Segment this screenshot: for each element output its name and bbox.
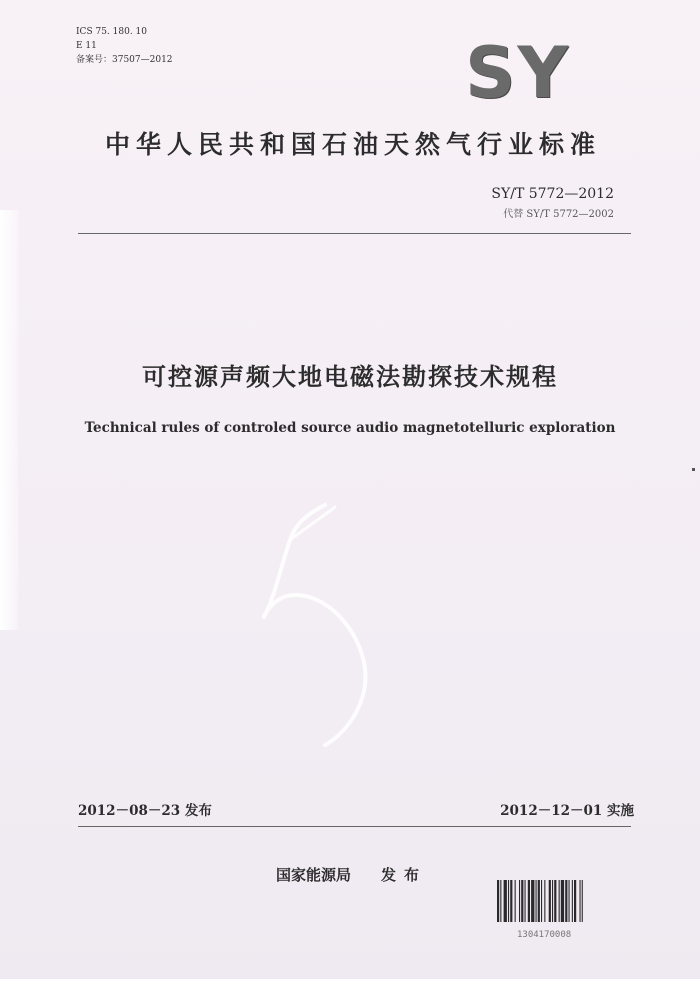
issuing-authority [276,864,427,885]
barcode-bar [549,880,551,922]
implementation-date: 2012－12－01 实施 [500,803,634,819]
classification-block [76,25,173,67]
sy-logo: SY [465,32,571,114]
barcode-bar [504,880,507,922]
barcode-bar [531,880,534,922]
document-title-en: Technical rules of controled source audio magnetotelluric exploration [84,420,616,436]
barcode-bar [510,880,512,922]
barcode-bar [554,880,556,922]
barcode [497,880,621,930]
ics-code: ICS 75. 180. 10 [76,27,147,37]
scan-speck [692,468,695,471]
barcode-bar [580,880,581,922]
barcode-bar [500,880,501,922]
barcode-bar [521,880,523,922]
barcode-bar [515,880,516,922]
barcode-bar [565,880,567,922]
standard-code: SY/T 5772—2012 [491,186,614,202]
class-code: E 11 [76,41,97,51]
barcode-number: 1304170008 [517,930,572,940]
barcode-bar [519,880,520,922]
barcode-bar [582,880,583,922]
issue-date: 2012－08－23 发布 [78,803,212,819]
handwritten-mark [235,495,395,755]
barcode-bar [536,880,537,922]
issue-verb: 发布 [381,866,428,884]
barcode-bar [559,880,560,922]
replaced-standard: 代替 SY/T 5772—2002 [503,209,614,220]
standard-code-block [491,186,614,220]
barcode-bar [569,880,570,922]
header-divider [78,233,631,234]
barcode-bar [497,880,499,922]
barcode-bar [544,880,545,922]
standard-series-title: 中华人民共和国石油天然气行业标准 [105,130,602,159]
filing-number: 备案号：37507—2012 [76,55,173,65]
scan-bottom-edge [0,979,700,991]
barcode-bar [552,880,553,922]
barcode-bar [528,880,530,922]
barcode-bar [538,880,540,922]
barcode-bar [574,880,576,922]
issuer-name: 国家能源局 [276,866,352,884]
document-title-cn: 可控源声频大地电磁法勘探技术规程 [142,363,558,391]
barcode-bar [561,880,564,922]
barcode-bar [508,880,509,922]
barcode-bar [525,880,526,922]
barcode-bar [541,880,542,922]
barcode-bar [572,880,573,922]
footer-divider [78,826,631,827]
